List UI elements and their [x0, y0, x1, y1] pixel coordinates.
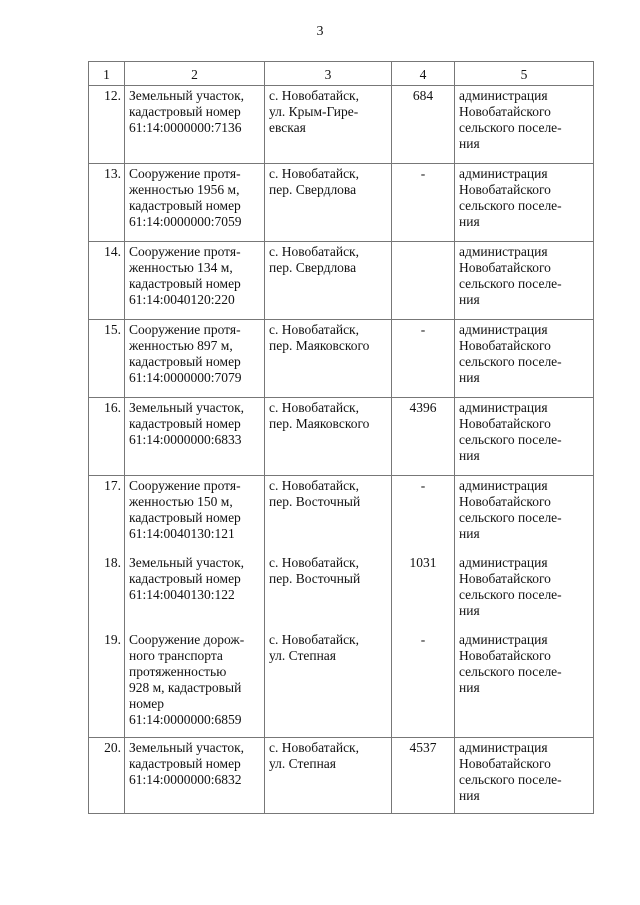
object-name: Земельный участок, кадастровый номер 61:14:0000000:7136 — [125, 86, 265, 164]
object-owner: администрация Новобатайского сельского поселе- ния — [455, 86, 594, 164]
row-number: 19. — [89, 630, 125, 738]
object-area: 1031 — [392, 553, 455, 630]
object-name: Сооружение дорож- ного транспорта протяженностью 928 м, кадастровый номер 61:14:0000000:6859 — [125, 630, 265, 738]
object-area: - — [392, 630, 455, 738]
table-row — [89, 476, 594, 554]
row-number: 12. — [89, 86, 125, 164]
table-row — [89, 242, 594, 320]
object-area: 684 — [392, 86, 455, 164]
object-address: с. Новобатайск, ул. Степная — [265, 738, 392, 814]
object-address: с. Новобатайск, ул. Крым-Гире- евская — [265, 86, 392, 164]
object-name: Сооружение протя- женностью 897 м, кадастровый номер 61:14:0000000:7079 — [125, 320, 265, 398]
object-area: - — [392, 320, 455, 398]
table-row — [89, 398, 594, 476]
header-row — [89, 62, 594, 86]
object-address: с. Новобатайск, пер. Маяковского — [265, 320, 392, 398]
object-name: Сооружение протя- женностью 1956 м, кадастровый номер 61:14:0000000:7059 — [125, 164, 265, 242]
property-table — [88, 61, 594, 814]
column-header: 3 — [265, 62, 392, 86]
row-number: 20. — [89, 738, 125, 814]
row-number: 15. — [89, 320, 125, 398]
table-row — [89, 553, 594, 630]
table-row — [89, 320, 594, 398]
object-address: с. Новобатайск, пер. Маяковского — [265, 398, 392, 476]
row-number: 18. — [89, 553, 125, 630]
object-area: - — [392, 164, 455, 242]
table-row — [89, 738, 594, 814]
row-number: 14. — [89, 242, 125, 320]
object-owner: администрация Новобатайского сельского поселе- ния — [455, 398, 594, 476]
row-number: 13. — [89, 164, 125, 242]
object-area: - — [392, 476, 455, 554]
column-header: 1 — [89, 62, 125, 86]
table-row — [89, 86, 594, 164]
object-owner: администрация Новобатайского сельского поселе- ния — [455, 738, 594, 814]
object-address: с. Новобатайск, пер. Свердлова — [265, 242, 392, 320]
column-header: 4 — [392, 62, 455, 86]
object-address: с. Новобатайск, пер. Свердлова — [265, 164, 392, 242]
object-address: с. Новобатайск, пер. Восточный — [265, 553, 392, 630]
object-name: Земельный участок, кадастровый номер 61:14:0040130:122 — [125, 553, 265, 630]
table-row — [89, 164, 594, 242]
object-name: Сооружение протя- женностью 134 м, кадастровый номер 61:14:0040120:220 — [125, 242, 265, 320]
object-area — [392, 242, 455, 320]
object-area: 4537 — [392, 738, 455, 814]
object-address: с. Новобатайск, ул. Степная — [265, 630, 392, 738]
row-number: 16. — [89, 398, 125, 476]
object-name: Сооружение протя- женностью 150 м, кадастровый номер 61:14:0040130:121 — [125, 476, 265, 554]
object-address: с. Новобатайск, пер. Восточный — [265, 476, 392, 554]
object-owner: администрация Новобатайского сельского поселе- ния — [455, 630, 594, 738]
object-owner: администрация Новобатайского сельского поселе- ния — [455, 553, 594, 630]
object-owner: администрация Новобатайского сельского поселе- ния — [455, 242, 594, 320]
object-owner: администрация Новобатайского сельского поселе- ния — [455, 164, 594, 242]
object-owner: администрация Новобатайского сельского поселе- ния — [455, 320, 594, 398]
object-owner: администрация Новобатайского сельского поселе- ния — [455, 476, 594, 554]
page-number: 3 — [316, 24, 324, 39]
column-header: 2 — [125, 62, 265, 86]
object-name: Земельный участок, кадастровый номер 61:14:0000000:6833 — [125, 398, 265, 476]
row-number: 17. — [89, 476, 125, 554]
table-row — [89, 630, 594, 738]
object-area: 4396 — [392, 398, 455, 476]
column-header: 5 — [455, 62, 594, 86]
object-name: Земельный участок, кадастровый номер 61:14:0000000:6832 — [125, 738, 265, 814]
